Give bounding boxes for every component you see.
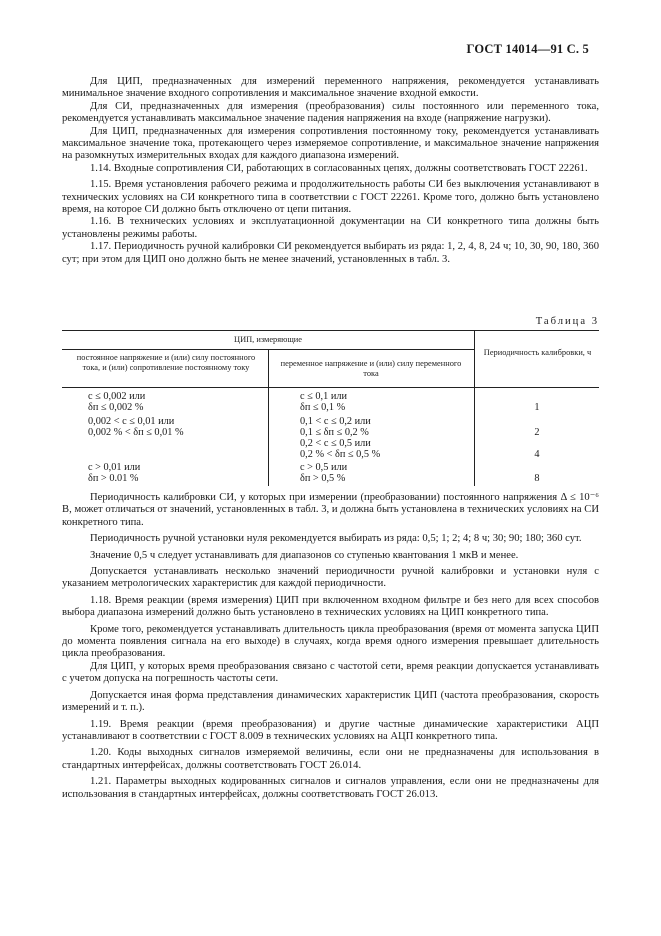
table-cell: c > 0,5 или	[300, 462, 348, 473]
table-cell: c ≤ 0,1 или	[300, 391, 347, 402]
table-cell: 0,1 < c ≤ 0,2 или	[300, 416, 371, 427]
table-cell: δп ≤ 0,1 %	[300, 402, 346, 413]
paragraph: Для СИ, предназначенных для измерения (преобразования) силы постоянного или переменного тока, рекомендуется устанавливать максимальное значение падения напряжения на входе (напряжение нагрузки).	[62, 100, 599, 125]
table-cell: c > 0,01 или	[88, 462, 141, 473]
paragraph: 1.21. Параметры выходных кодированных сигналов и сигналов управления, если они не предназначены для использования в стандартных интерфейсах, должны соответствовать ГОСТ 26.013.	[62, 776, 599, 800]
paragraph: Периодичность калибровки СИ, у которых при измерении (преобразовании) постоянного напряжения Δ ≤ 10⁻⁶ В, может отличаться от значений, установленных в табл. 3, и должна быть установлена в технических условиях на СИ конкретного типа.	[62, 492, 599, 528]
table-border-top	[62, 330, 599, 331]
table-cell: δп ≤ 0,002 %	[88, 402, 144, 413]
table-cell: δп > 0.01 %	[88, 473, 139, 484]
table-col2-header: переменное напряжение и (или) силу переменного тока	[280, 359, 462, 378]
table-cell: 0,2 < c ≤ 0,5 или	[300, 438, 371, 449]
table-cell: 0,2 % < δп ≤ 0,5 %	[300, 449, 381, 460]
paragraph: Для ЦИП, предназначенных для измерений переменного напряжения, рекомендуется устанавливать минимальное значение входного сопротивления и максимальное значение входной емкости.	[62, 76, 599, 100]
table-cell: 2	[534, 427, 540, 438]
table-cell: 4	[534, 449, 540, 460]
paragraph: 1.19. Время реакции (время преобразования) и другие частные динамические характеристики АЦП устанавливают в соответствии с ГОСТ 8.009 в технических условиях на АЦП конкретного типа.	[62, 718, 599, 742]
table-cell: 8	[534, 473, 540, 484]
paragraph: Периодичность ручной установки нуля рекомендуется выбирать из ряда: 0,5; 1; 2; 4; 8 ч; 30; 90; 180; 360 сут.	[90, 533, 582, 545]
paragraph: 1.17. Периодичность ручной калибровки СИ рекомендуется выбирать из ряда: 1, 2, 4, 8, 24 ч; 10, 30, 90, 180, 360 сут; при этом для ЦИП оно должно быть не менее значений, установленных в табл. 3.	[62, 241, 599, 265]
table-cell: 0,002 % < δп ≤ 0,01 %	[88, 427, 184, 438]
table-col-divider	[474, 330, 475, 486]
paragraph: Значение 0,5 ч следует устанавливать для диапазонов со ступенью квантования 1 мкВ и менее.	[90, 549, 519, 561]
table-cell: δп > 0,5 %	[300, 473, 346, 484]
table-col1-header: постоянное напряжение и (или) силу постоянного тока, и (или) сопротивление постоянному току	[76, 353, 256, 372]
paragraph: 1.20. Коды выходных сигналов измеряемой величины, если они не предназначены для использования в стандартных интерфейсах, должны соответствовать ГОСТ 26.014.	[62, 747, 599, 771]
body-text-top	[62, 76, 599, 266]
table-cell: 0,1 ≤ δп ≤ 0,2 %	[300, 427, 369, 438]
paragraph: Допускается иная форма представления динамических характеристик ЦИП (частота преобразования, скорость измерений и т. п.).	[62, 689, 599, 714]
table-header-divider	[62, 387, 599, 388]
table-col-divider	[268, 349, 269, 486]
paragraph: Кроме того, рекомендуется устанавливать длительность цикла преобразования (время от момента запуска ЦИП до момента появления сигнала на его выходе) в случаях, когда время одного измерения превышает длительность цикла преобразования.	[62, 623, 599, 660]
paragraph: 1.18. Время реакции (время измерения) ЦИП при включенном входном фильтре и без него для всех способов выбора диапазона измерений должно быть установлено в технических условиях на ЦИП конкретного типа.	[62, 594, 599, 619]
table-col3-header: Периодичность калибровки, ч	[483, 348, 592, 357]
body-text-bottom	[62, 492, 599, 801]
paragraph: 1.14. Входные сопротивления СИ, работающих в согласованных цепях, должны соответствовать ГОСТ 22261.	[90, 162, 588, 174]
page-header: ГОСТ 14014—91 С. 5	[466, 42, 589, 56]
calibration-table	[62, 330, 599, 486]
table-group-header: ЦИП, измеряющие	[234, 335, 302, 344]
paragraph: 1.15. Время установления рабочего режима и продолжительность работы СИ без выключения устанавливают в технических условиях на СИ конкретного типа в соответствии с ГОСТ 22261. Кроме того, должно быть установлено время, на которое СИ должно быть отключено от цепи питания.	[62, 179, 599, 216]
paragraph: Допускается устанавливать несколько значений периодичности ручной калибровки и установки нуля с указанием метрологических характеристик для каждой периодичности.	[62, 566, 599, 590]
table-caption: Таблица 3	[535, 316, 599, 327]
paragraph: Для ЦИП, у которых время преобразования связано с частотой сети, время реакции допускается устанавливать с учетом допуска на погрешность частоты сети.	[62, 660, 599, 685]
table-cell: 0,002 < c ≤ 0,01 или	[88, 416, 175, 427]
paragraph: 1.16. В технических условиях и эксплуатационной документации на СИ конкретного типа должны быть установлены режимы работы.	[62, 216, 599, 240]
table-cell: 1	[534, 402, 540, 413]
paragraph: Для ЦИП, предназначенных для измерения сопротивления постоянному току, рекомендуется устанавливать максимальное значение тока, протекающего через измеряемое сопротивление, и максимальное значение напряжения на разомкнутых измерительных входах для каждого диапазона измерений.	[62, 125, 599, 162]
table-cell: c ≤ 0,002 или	[88, 391, 146, 402]
